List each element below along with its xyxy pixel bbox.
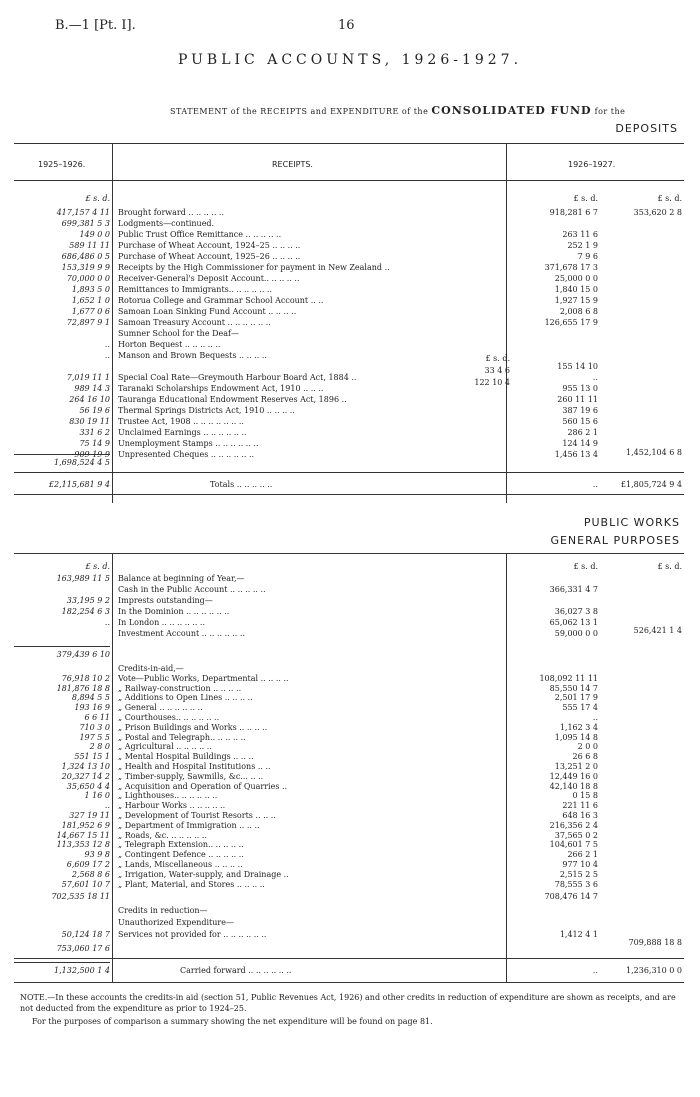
page-number: 16 [338,18,355,33]
row-1926-item: .. [592,373,598,382]
row-1925-value: 149 0 0 [79,230,110,239]
units-label: £ s. d. [85,562,110,571]
reduction-1925: 50,124 18 7 [61,930,110,939]
credit-row-description: „ Postal and Telegraph.. .. .. .. .. [118,732,246,742]
row-description: Purchase of Wheat Account, 1924–25 .. .. .. .. [118,241,301,250]
row-1926-item: 1,927 15 9 [554,296,598,305]
row-description: Unemployment Stamps .. .. .. .. .. .. [118,439,259,448]
page-title: PUBLIC ACCOUNTS, 1926-1927. [177,52,523,68]
row-description: Purchase of Wheat Account, 1925–26 .. .. .. .. [118,252,301,261]
reduction-label: Credits in reduction— [118,906,208,915]
credits-total-1925: 702,535 18 11 [51,892,110,901]
totals-1925: £2,115,681 9 4 [48,480,110,489]
credit-row-1926: 37,565 0 2 [554,830,598,840]
row-1925-value: 699,381 5 3 [61,219,110,228]
credit-row-1926: 266 2 1 [567,850,598,860]
row-description: Samoan Treasury Account .. .. .. .. .. .. [118,318,271,327]
credit-row-description: „ Telegraph Extension.. .. .. .. .. [118,840,244,850]
deposits-heading: DEPOSITS [615,122,678,135]
row-description: Tauranga Educational Endowment Reserves Act, 1896 .. [118,395,347,404]
row-1926-item: 7 9 6 [577,252,598,261]
general-purposes-heading: GENERAL PURPOSES [550,534,680,547]
pw-row-1926: 59,000 0 0 [554,629,598,638]
credit-row-1926: 12,449 16 0 [549,771,598,781]
row-1926-item: 126,655 17 9 [544,318,598,327]
credit-row-1926: 2 0 0 [577,742,598,752]
row-1925-value: 1,652 1 0 [71,296,110,305]
row-description: Unclaimed Earnings .. .. .. .. .. .. [118,428,247,437]
credit-row-1926: .. [592,713,598,722]
statement-subtitle [170,104,625,117]
row-1925-value: 686,486 0 5 [61,252,110,261]
row-1926-item: 387 19 6 [562,406,598,415]
credit-row-description: „ Contingent Defence .. .. .. .. .. [118,850,244,860]
credit-row-1926: 104,601 7 5 [549,840,598,850]
credit-row-1925: 327 19 11 [69,811,110,820]
row-1926-item: 560 15 6 [562,417,598,426]
subtotal-rule [14,454,110,455]
row-1926-item: 1,840 15 0 [554,285,598,294]
credit-row-description: „ Acquisition and Operation of Quarries .. [118,781,288,791]
reduction-1926: 1,412 4 1 [559,930,598,939]
row-1926-item: 155 14 10 [557,362,598,371]
credit-row-1925: 193 16 9 [74,703,110,713]
reduction-sub: Unauthorized Expenditure— [118,918,234,927]
credit-row-1925: 197 5 5 [79,732,110,742]
units-label: £ s. d. [573,562,598,571]
row-1926-item: 286 2 1 [567,428,598,437]
row-description: Receiver-General's Deposit Account.. .. .. .. .. [118,274,300,283]
credit-row-1925: 551 15 1 [74,752,110,762]
credit-row-1926: 221 11 6 [562,801,598,811]
balance-rule [14,646,110,647]
net-1926: 709,888 18 8 [628,938,682,947]
row-description: Brought forward .. .. .. .. .. [118,208,225,217]
credit-row-1925: 6,609 17 2 [66,860,110,869]
col-header-1926: 1926–1927. [568,160,616,169]
credits-total-rule [14,962,110,963]
row-1926-item: 371,678 17 3 [544,263,598,272]
net-1925: 753,060 17 6 [56,944,110,953]
totals-mid: .. [592,480,598,489]
credit-row-1925: 1 16 0 [84,791,110,801]
row-1925-value: 75 14 9 [79,439,110,448]
subtotal-1926: 1,452,104 6 8 [626,448,682,457]
pw-row-1925: .. [104,618,110,627]
credit-row-description: „ General .. .. .. .. .. .. [118,703,203,713]
pw-row-1925: 163,989 11 5 [56,574,110,583]
credit-row-1925: 93 9 8 [84,850,110,860]
pw-row-1925: 182,254 6 3 [61,607,110,616]
credit-row-description: „ Department of Immigration .. .. .. [118,820,260,830]
pw-row-1926: 65,062 13 1 [549,618,598,627]
footnote: NOTE.—In these accounts the credits-in aid (section 51, Public Revenues Act, 1926) and other credits in reduction of expenditure are shown as receipts, and are not deducted from the expenditure as prior to 1924–25. [20,993,676,1013]
pw-row-description: Imprests outstanding— [118,596,213,605]
row-1926-item: 918,281 6 7 [549,208,598,217]
credit-row-1925: 113,353 12 8 [56,840,110,850]
credit-row-description: „ Plant, Material, and Stores .. .. .. .. [118,879,265,889]
row-1926-item: 252 1 9 [567,241,598,250]
credit-row-description: „ Mental Hospital Buildings .. .. .. [118,752,254,762]
row-1926-item: 263 11 6 [562,230,598,239]
page-reference: B.—1 [Pt. I]. [55,18,136,33]
row-1925-value: 264 16 10 [69,395,110,404]
credit-row-description: „ Additions to Open Lines .. .. .. .. [118,693,253,703]
credit-row-1926: 648 16 3 [562,811,598,820]
table-top-rule [14,143,684,144]
totals-bottom-rule [14,494,684,495]
row-1926-item: 955 13 0 [562,384,598,393]
public-works-heading: PUBLIC WORKS [583,516,680,529]
credit-row-description: „ Health and Hospital Institutions .. .. [118,762,271,771]
col-header-receipts: RECEIPTS. [272,160,313,169]
credit-row-1925: 76,918 10 2 [61,673,110,683]
credit-row-1925: 57,601 10 7 [61,879,110,889]
row-1925-value: 70,000 0 0 [66,274,110,283]
credit-row-1926: 216,356 2 4 [549,820,598,830]
credit-row-1926: 13,251 2 0 [554,762,598,771]
subtitle-bold: CONSOLIDATED FUND [431,104,592,117]
row-1925-value: .. [104,351,110,360]
credit-row-description: „ Prison Buildings and Works .. .. .. .. [118,722,268,732]
row-description: Lodgments—continued. [118,219,215,228]
credit-row-description: Credits-in-aid,— [118,664,184,673]
pw-row-1926: 36,027 3 8 [554,607,598,616]
subtitle-suffix: for the [594,107,626,116]
row-1925-value: 72,897 9 1 [66,318,110,327]
credit-row-description: „ Lighthouses.. .. .. .. .. .. [118,791,218,801]
credits-total-1926: 708,476 14 7 [544,892,598,901]
row-1925-value: 331 6 2 [79,428,110,437]
row-1925-value: 589 11 11 [69,241,110,250]
row-description: Receipts by the High Commissioner for payment in New Zealand .. [118,263,390,272]
row-1926-item: 260 11 11 [557,395,598,404]
credit-row-1925: 6 6 11 [84,713,110,722]
credit-row-1926: 2,501 17 9 [554,693,598,703]
row-description: Taranaki Scholarships Endowment Act, 1910 .. .. .. [118,384,324,393]
units-label: £ s. d. [85,194,110,203]
row-1925-value: 1,677 0 6 [71,307,110,316]
row-description: Rotorua College and Grammar School Account .. .. [118,296,324,305]
credit-row-description: „ Courthouses.. .. .. .. .. .. [118,713,220,722]
reduction-item: Services not provided for .. .. .. .. .. .. [118,930,267,939]
row-1925-value: 153,319 9 9 [61,263,110,272]
balance-1926: 526,421 1 4 [633,626,682,635]
credit-row-description: „ Agricultural .. .. .. .. .. [118,742,212,752]
pw-row-1926: 366,331 4 7 [549,585,598,594]
row-1925-value: 7,019 11 1 [66,373,110,382]
carried-label: Carried forward .. .. .. .. .. .. [180,966,292,975]
col-header-1925: 1925–1926. [38,160,86,169]
row-description: Sumner School for the Deaf— [118,329,239,338]
credit-row-description: „ Roads, &c. .. .. .. .. .. [118,830,207,840]
credit-row-1925: 710 3 0 [79,722,110,732]
credit-row-1925: 181,952 6 9 [61,820,110,830]
credit-row-1925: 2,568 8 6 [71,869,110,879]
credit-row-description: „ Irrigation, Water-supply, and Drainage .. [118,869,289,879]
pw-row-description: In London .. .. .. .. .. .. [118,618,205,627]
row-description: Manson and Brown Bequests .. .. .. .. [118,351,267,360]
sumner-sub-value: £ s. d. [485,354,510,363]
units-label: £ s. d. [657,562,682,571]
footnote-reference: For the purposes of comparison a summary showing the net expenditure will be found on page 81. [32,1017,433,1026]
carried-rule [14,958,684,959]
pw-row-1925: 33,195 9 2 [66,596,110,605]
credit-row-1926: 78,555 3 6 [554,879,598,889]
carried-1925: 1,132,500 1 4 [54,966,110,975]
credit-row-1926: 2,515 2 5 [559,869,598,879]
row-1926-total: 353,620 2 8 [633,208,682,217]
row-1925-value: 56 19 6 [79,406,110,415]
row-description: Horton Bequest .. .. .. .. .. [118,340,221,349]
carried-1926: 1,236,310 0 0 [626,966,682,975]
table-col-divider-left [112,143,113,503]
credit-row-1926: 1,162 3 4 [559,722,598,732]
credit-row-1926: 42,140 18 8 [549,781,598,791]
credit-row-1926: 977 10 4 [562,860,598,869]
pw-row-description: Investment Account .. .. .. .. .. .. [118,629,245,638]
sumner-sub-value: 33 4 6 [484,366,510,375]
row-1925-value: 830 19 11 [69,417,110,426]
row-description: Remittances to Immigrants.. .. .. .. .. .. [118,285,272,294]
table-header-rule [14,180,684,181]
credit-row-description: „ Railway-construction .. .. .. .. [118,683,242,693]
units-label: £ s. d. [657,194,682,203]
carried-mid: .. [592,966,598,975]
row-description: Unpresented Cheques .. .. .. .. .. .. [118,450,255,459]
pw-top-rule [14,553,684,554]
credit-row-description: Vote—Public Works, Departmental .. .. .. .. [118,673,289,683]
credit-row-1925: 14,667 15 11 [56,830,110,840]
units-label: £ s. d. [573,194,598,203]
credit-row-1925: 20,327 14 2 [61,771,110,781]
pw-row-description: In the Dominion .. .. .. .. .. .. [118,607,230,616]
credit-row-1926: 26 6 8 [572,752,598,762]
credit-row-1926: 1,095 14 8 [554,732,598,742]
totals-rule [14,472,684,473]
row-description: Thermal Springs Districts Act, 1910 .. .. .. .. [118,406,295,415]
pw-row-description: Balance at beginning of Year,— [118,574,245,583]
row-1925-value: 1,893 5 0 [71,285,110,294]
credit-row-1925: 8,894 5 5 [71,693,110,703]
credit-row-description: „ Lands, Miscellaneous .. .. .. .. [118,860,243,869]
credit-row-1925: 181,876 18 8 [56,683,110,693]
row-1926-item: 1,456 13 4 [554,450,598,459]
row-description: Samoan Loan Sinking Fund Account .. .. .. .. [118,307,297,316]
row-1926-item: 25,000 0 0 [554,274,598,283]
totals-label: Totals .. .. .. .. .. [210,480,273,489]
row-description: Special Coal Rate—Greymouth Harbour Board Act, 1884 .. [118,373,357,382]
credit-row-1926: 555 17 4 [562,703,598,713]
row-1925-value: 989 14 3 [74,384,110,393]
sumner-sub-value: 122 10 4 [474,378,510,387]
row-1925-value: 417,157 4 11 [56,208,110,217]
pw-col-divider-left [112,553,113,983]
pw-row-description: Cash in the Public Account .. .. .. .. .. [118,585,266,594]
credit-row-1926: 0 15 8 [572,791,598,801]
carried-bottom-rule [14,982,684,983]
row-1926-item: 2,008 6 8 [559,307,598,316]
credit-row-description: „ Harbour Works .. .. .. .. .. [118,801,226,811]
credit-row-description: „ Timber-supply, Sawmills, &c... .. .. [118,771,264,781]
credit-row-description: „ Development of Tourist Resorts .. .. .. [118,811,276,820]
credit-row-1926: 85,550 14 7 [549,683,598,693]
row-description: Trustee Act, 1908 .. .. .. .. .. .. .. [118,417,244,426]
credit-row-1925: .. [104,801,110,811]
row-1925-value: .. [104,340,110,349]
row-1926-item: 124 14 9 [562,439,598,448]
credit-row-1925: 2 8 0 [89,742,110,752]
subtitle-prefix: STATEMENT of the RECEIPTS and EXPENDITURE of the [170,107,429,116]
row-description: Public Trust Office Remittance .. .. .. .. .. [118,230,282,239]
balance-1925: 379,439 6 10 [56,650,110,659]
totals-1926: £1,805,724 9 4 [620,480,682,489]
pw-row-1925 [14,629,110,641]
subtotal-1925: 1,698,524 4 5 [54,458,110,467]
credit-row-1925: 1,324 13 10 [61,762,110,771]
credit-row-1926: 108,092 11 11 [539,673,598,683]
credit-row-1925: 35,650 4 4 [66,781,110,791]
